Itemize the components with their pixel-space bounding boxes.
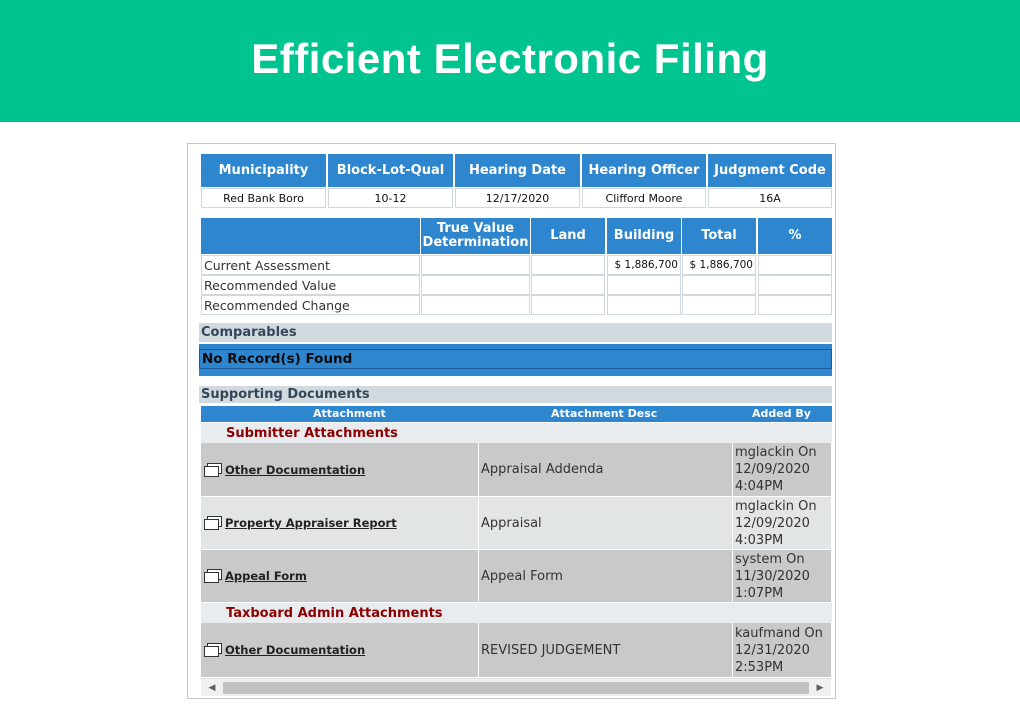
assessment-cell [607,275,681,295]
header-hearing-date: Hearing Date [455,154,580,187]
appeal-detail-panel [187,143,836,699]
document-added-by: mglackin On 12/09/2020 4:04PM [733,443,831,496]
horizontal-scrollbar[interactable] [201,678,831,696]
header-municipality: Municipality [201,154,326,187]
document-row [201,623,831,677]
assessment-row-label: Recommended Value [201,275,420,295]
value-judgment-code: 16A [708,188,832,208]
supporting-documents-title: Supporting Documents [199,386,832,403]
assessment-header-building: Building [607,218,681,254]
value-hearing-date: 12/17/2020 [455,188,580,208]
document-added-by: mglackin On 12/09/2020 4:03PM [733,497,831,549]
header-block-lot-qual: Block-Lot-Qual [328,154,453,187]
assessment-cell [531,275,605,295]
assessment-header-percent: % [758,218,832,254]
document-link[interactable]: Property Appraiser Report [225,516,397,530]
document-link[interactable]: Other Documentation [225,643,366,657]
assessment-cell [607,295,681,315]
banner-title: Efficient Electronic Filing [251,35,769,82]
assessment-header-land: Land [531,218,605,254]
assessment-cell [682,295,756,315]
document-link[interactable]: Appeal Form [225,569,307,583]
assessment-cell: $ 1,886,700 [607,255,681,275]
group-label-taxboard: Taxboard Admin Attachments [201,603,832,623]
document-copy-icon[interactable] [204,643,222,657]
document-desc: Appraisal Addenda [479,443,733,496]
assessment-row-label: Current Assessment [201,255,420,275]
document-copy-icon[interactable] [204,569,222,583]
assessment-cell [758,255,832,275]
assessment-cell [531,255,605,275]
assessment-cell [758,275,832,295]
no-records-message: No Record(s) Found [199,349,832,369]
column-header-attachment-desc: Attachment Desc [551,407,658,420]
assessment-cell [421,275,530,295]
value-hearing-officer: Clifford Moore [582,188,706,208]
assessment-header-blank [201,218,420,254]
document-copy-icon[interactable] [204,463,222,477]
document-link[interactable]: Other Documentation [225,462,366,477]
value-municipality: Red Bank Boro [201,188,326,208]
assessment-cell [682,275,756,295]
document-added-by: kaufmand On 12/31/2020 2:53PM [733,623,831,677]
header-hearing-officer: Hearing Officer [582,154,706,187]
document-row [201,443,831,496]
assessment-header-true-value: True Value Determination [421,218,530,254]
scroll-right-icon[interactable]: ▶ [816,683,824,693]
comparables-title: Comparables [199,323,832,342]
document-copy-icon[interactable] [204,516,222,530]
assessment-cell [758,295,832,315]
group-label-submitter: Submitter Attachments [201,423,832,443]
banner [0,0,1020,122]
documents-header [201,406,832,422]
header-judgment-code: Judgment Code [708,154,832,187]
assessment-cell: $ 1,886,700 [682,255,756,275]
document-row [201,550,831,602]
assessment-cell [531,295,605,315]
column-header-attachment: Attachment [313,407,386,420]
assessment-cell [421,295,530,315]
scrollbar-thumb[interactable] [223,682,809,694]
document-desc: Appraisal [479,497,733,549]
column-header-added-by: Added By [752,407,811,420]
assessment-header-total: Total [682,218,756,254]
scroll-left-icon[interactable]: ◀ [208,683,216,693]
document-desc: Appeal Form [479,550,733,602]
document-row [201,497,831,549]
document-added-by: system On 11/30/2020 1:07PM [733,550,831,602]
assessment-cell [421,255,530,275]
document-desc: REVISED JUDGEMENT [479,623,733,677]
value-block-lot-qual: 10-12 [328,188,453,208]
assessment-row-label: Recommended Change [201,295,420,315]
